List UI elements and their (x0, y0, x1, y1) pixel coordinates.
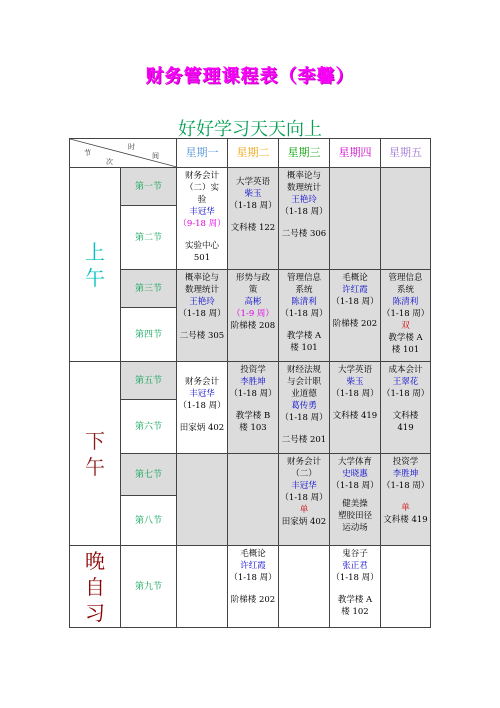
teacher-name: 丰冠华 (189, 389, 215, 399)
course-name: 大学英语 (235, 177, 270, 187)
row-period-1 (70, 168, 431, 206)
weeks: （1-18 周） (382, 481, 430, 491)
day-header-wed: 星期三 (279, 139, 330, 168)
week-parity-badge: 单 (401, 503, 410, 513)
location: 文科楼 122 (230, 223, 276, 233)
course-name: 大学体育 (337, 457, 372, 467)
weeks: （1-18 周） (229, 573, 277, 583)
course-name: （二）实 (184, 183, 219, 193)
weeks: （1-18 周） (382, 309, 430, 319)
course-name: 成本会计 (388, 365, 423, 375)
empty-cell (228, 454, 279, 546)
corner-label-time-1: 时 (128, 143, 135, 151)
course-name: 财务会计 (184, 377, 219, 387)
course-name: 管理信息 (286, 273, 321, 283)
empty-cell (330, 168, 381, 270)
row-period-9 (70, 546, 431, 628)
day-header-fri: 星期五 (381, 139, 431, 168)
teacher-name: 张正君 (342, 561, 368, 571)
location: 阶梯楼 202 (332, 319, 378, 329)
corner-label-period-1: 节 (84, 149, 91, 157)
location: 田家炳 402 (281, 517, 327, 527)
location: 二号楼 306 (281, 229, 327, 239)
row-period-3 (70, 270, 431, 308)
weeks: （1-18 周） (331, 389, 379, 399)
course-wed-pm78 (279, 454, 330, 546)
course-name: 数理统计 (184, 285, 219, 295)
session-morning: 上 午 (70, 168, 121, 362)
schedule-table (69, 138, 431, 628)
location: 教学楼 A (388, 333, 423, 343)
period-label-7: 第七节 (121, 454, 177, 496)
weeks: （1-18 周） (280, 207, 328, 217)
teacher-name: 李胜坤 (392, 469, 419, 479)
period-label-2: 第二节 (121, 206, 177, 270)
teacher-name: 陈清利 (392, 297, 419, 307)
week-parity-badge: 双 (401, 321, 410, 331)
period-label-1: 第一节 (121, 168, 177, 206)
session-evening: 晚 自 习 (70, 546, 121, 628)
course-tue-am12 (228, 168, 279, 270)
weeks: （1-18 周） (178, 309, 226, 319)
course-name: 投资学 (240, 365, 266, 375)
weeks: （1-18 周） (331, 573, 379, 583)
course-name: 大学英语 (337, 365, 372, 375)
period-label-8: 第八节 (121, 496, 177, 546)
course-name: 概率论与 (286, 171, 321, 181)
location: 教学楼 A (337, 595, 373, 605)
period-label-3: 第三节 (121, 270, 177, 308)
location: 教学楼 A (286, 331, 322, 341)
course-name: 策 (248, 285, 258, 295)
empty-cell (381, 168, 431, 270)
course-fri-pm78 (381, 454, 431, 546)
period-label-4: 第四节 (121, 308, 177, 362)
corner-header (70, 139, 177, 168)
course-name: 毛概论 (342, 273, 368, 283)
course-name: 验 (197, 195, 207, 205)
teacher-name: 高彬 (244, 297, 262, 307)
course-thu-pm78 (330, 454, 381, 546)
empty-cell (381, 546, 431, 628)
empty-cell (177, 454, 228, 546)
course-mon-am12 (177, 168, 228, 270)
course-tue-am34 (228, 270, 279, 362)
day-header-thu: 星期四 (330, 139, 381, 168)
course-name: 财务会计 (184, 171, 219, 181)
location: 文科楼 419 (332, 411, 378, 421)
teacher-name: 李胜坤 (240, 377, 266, 387)
course-mon-pm56 (177, 362, 228, 454)
session-afternoon: 下 午 (70, 362, 121, 546)
weeks: （1-18 周） (229, 201, 277, 211)
weeks: （1-18 周） (331, 297, 379, 307)
course-name: 数理统计 (286, 183, 321, 193)
course-thu-pm56 (330, 362, 381, 454)
location: 501 (193, 253, 211, 263)
course-fri-am34 (381, 270, 431, 362)
week-parity-badge: 单 (299, 505, 309, 515)
location: 田家炳 402 (179, 423, 225, 433)
course-name: （二） (291, 469, 317, 479)
course-fri-pm56 (381, 362, 431, 454)
course-tue-pm56 (228, 362, 279, 454)
course-name: 投资学 (392, 457, 419, 467)
teacher-name: 许红霞 (240, 561, 266, 571)
empty-cell (177, 546, 228, 628)
teacher-name: 王艳玲 (189, 297, 215, 307)
course-name: 财经法规 (286, 365, 321, 375)
teacher-name: 陈清利 (291, 297, 317, 307)
course-name: 鬼谷子 (342, 549, 368, 559)
course-name: 毛概论 (240, 549, 266, 559)
course-mon-am34 (177, 270, 228, 362)
day-header-mon: 星期一 (177, 139, 228, 168)
course-name: 系统 (396, 285, 414, 295)
teacher-name: 史晓惠 (342, 469, 368, 479)
course-thu-am34 (330, 270, 381, 362)
course-name: 系统 (295, 285, 313, 295)
period-label-6: 第六节 (121, 400, 177, 454)
course-name: 形势与政 (235, 273, 270, 283)
location: 教学楼 B (235, 411, 271, 421)
page-title: 财务管理课程表（李馨） (145, 66, 355, 87)
location: 运动场 (342, 523, 368, 533)
teacher-name: 许红霞 (342, 285, 368, 295)
course-wed-am12 (279, 168, 330, 270)
weeks: （1-18 周） (280, 309, 328, 319)
corner-label-period-2: 次 (106, 158, 113, 166)
location: 文科楼 (392, 411, 419, 421)
teacher-name: 柴玉 (346, 377, 364, 387)
course-name: 概率论与 (184, 273, 219, 283)
course-name: 业道德 (291, 389, 317, 399)
activity: 健美操 (342, 499, 368, 509)
course-wed-am34 (279, 270, 330, 362)
location: 楼 101 (391, 345, 420, 355)
row-period-7 (70, 454, 431, 496)
location: 塑胶田径 (337, 511, 372, 521)
weeks: （1-18 周） (382, 389, 430, 399)
location: 楼 102 (341, 607, 369, 617)
location: 阶梯楼 208 (230, 321, 276, 331)
course-tue-ev9 (228, 546, 279, 628)
course-name: 财务会计 (286, 457, 321, 467)
row-period-5 (70, 362, 431, 400)
weeks: （1-18 周） (280, 493, 328, 503)
location: 文科楼 419 (383, 515, 428, 525)
teacher-name: 王翠花 (392, 377, 419, 387)
weeks: （1-18 周） (229, 389, 277, 399)
weeks: （1-18 周） (280, 413, 328, 423)
period-label-5: 第五节 (121, 362, 177, 400)
location: 楼 103 (239, 423, 267, 433)
location: 二号楼 201 (281, 435, 327, 445)
weeks: （1-18 周） (178, 401, 226, 411)
empty-cell (279, 546, 330, 628)
teacher-name: 王艳玲 (291, 195, 317, 205)
course-wed-pm56 (279, 362, 330, 454)
weeks: （1-18 周） (331, 481, 379, 491)
course-thu-ev9 (330, 546, 381, 628)
teacher-name: 丰冠华 (291, 481, 317, 491)
location: 二号楼 305 (179, 331, 225, 341)
teacher-name: 丰冠华 (189, 207, 215, 217)
header-row (70, 139, 431, 168)
period-label-9: 第九节 (121, 546, 177, 628)
location: 楼 101 (290, 343, 318, 353)
motto-heading: 好好学习天天向上 (178, 119, 322, 140)
course-name: 管理信息 (388, 273, 423, 283)
weeks: （1-9 周） (232, 309, 274, 319)
course-name: 与会计职 (286, 377, 321, 387)
location: 阶梯楼 202 (230, 595, 276, 605)
location: 419 (397, 423, 414, 433)
teacher-name: 柴玉 (244, 189, 262, 199)
teacher-name: 葛传勇 (291, 401, 317, 411)
day-header-tue: 星期二 (228, 139, 279, 168)
weeks: （9-18 周） (178, 219, 226, 229)
corner-label-time-2: 间 (152, 152, 159, 160)
location: 实验中心 (184, 241, 219, 251)
